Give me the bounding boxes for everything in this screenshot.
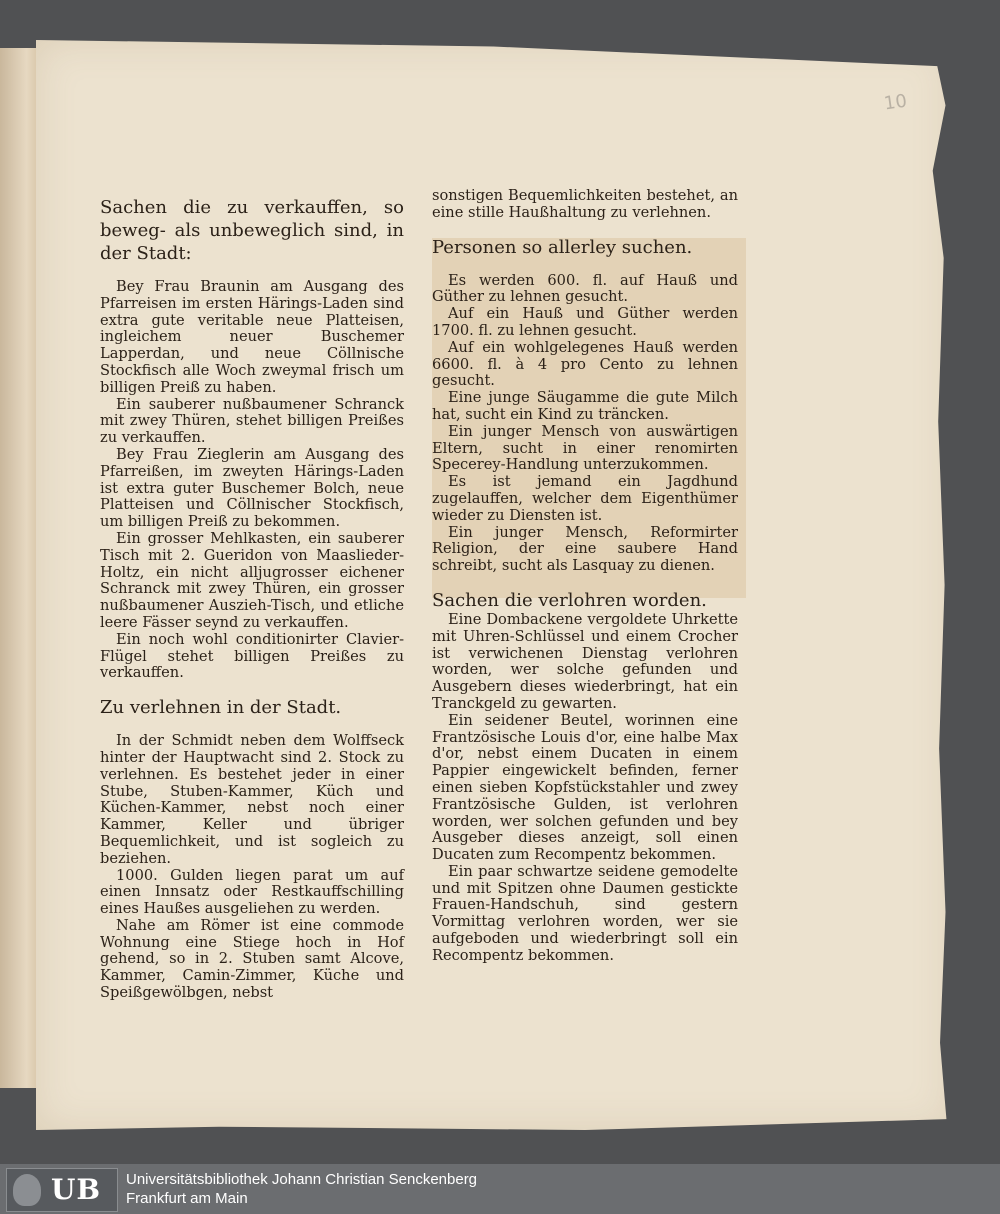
notice-paragraph: Ein paar schwartze seidene gemodelte und mit Spitzen ohne Daumen gestickte Frauen-Handschuh, sind gestern Vormittag verlohren worden, wer sie aufgeboden und wiederbringt soll ein Recompentz bekommen. (432, 862, 738, 964)
section-heading-persons-seeking: Personen so allerley suchen. (432, 236, 693, 258)
notice-paragraph: Ein seidener Beutel, worinnen eine Frantzösische Louis d'or, eine halbe Max d'or, nebst einem Ducaten in einem Pappier eingewickelt befinden, ferner einen sieben Kopfstückstahler und zwey Frantzösische Gulden, ist verlohren worden, wer solchen gefunden und bey Ausgeber dieses anzeigt, soll einen Ducaten zum Recompentz bekommen. (432, 711, 738, 864)
notice-paragraph: Es werden 600. fl. auf Hauß und Güther zu lehnen gesucht. (432, 271, 738, 306)
right-column (432, 188, 738, 965)
notice-paragraph: 1000. Gulden liegen parat um auf einen Innsatz oder Restkauffschilling eines Haußes ausgeliehen zu werden. (100, 866, 404, 918)
notice-paragraph: In der Schmidt neben dem Wolffseck hinter der Hauptwacht sind 2. Stock zu verlehnen. Es bestehet jeder in einer Stube, Stuben-Kammer, Küch und Küchen-Kammer, nebst noch einer Kammer, Keller und übriger Bequemlichkeit, und ist sogleich zu beziehen. (100, 732, 404, 867)
notice-paragraph: Auf ein Hauß und Güther werden 1700. fl. zu lehnen gesucht. (432, 305, 738, 339)
logo-text: UB (51, 1173, 102, 1206)
notice-paragraph: Ein noch wohl conditionirter Clavier-Flügel stehet billigen Preißes zu verkauffen. (100, 630, 404, 682)
page-number-mark: 10 (882, 90, 909, 115)
adjacent-page-edge (0, 48, 39, 1088)
notice-paragraph: Eine junge Säugamme die gute Milch hat, sucht ein Kind zu träncken. (432, 389, 738, 423)
notice-paragraph: Ein junger Mensch, Reformirter Religion, der eine saubere Hand schreibt, sucht als Lasquay zu dienen. (432, 523, 738, 575)
notice-paragraph: Es ist jemand ein Jagdhund zugelauffen, welcher dem Eigenthümer wieder zu Diensten ist. (432, 473, 738, 524)
left-column (100, 196, 404, 1002)
section-heading-to-let: Zu verlehnen in der Stadt. (100, 697, 342, 719)
notice-paragraph: Eine Dombackene vergoldete Uhrkette mit Uhren-Schlüssel und einem Crocher ist verwichenen Dienstag verlohren worden, wer solche gefunden und Ausgebern dieses wiederbringt, hat ein Tranckgeld zu gewarten. (432, 610, 738, 712)
notice-paragraph: Auf ein wohlgelegenes Hauß werden 6600. fl. à 4 pro Cento zu lehnen gesucht. (432, 338, 738, 390)
institution-city: Frankfurt am Main (126, 1190, 248, 1207)
section-heading-for-sale: Sachen die zu verkauffen, so beweg- als unbeweglich sind, in der Stadt: (100, 197, 404, 264)
ub-logo[interactable] (6, 1168, 118, 1212)
library-footer-bar (0, 1164, 1000, 1214)
notice-paragraph: Ein sauberer nußbaumener Schranck mit zwey Thüren, stehet billigen Preißes zu verkauffen. (100, 395, 404, 447)
notice-paragraph: Ein grosser Mehlkasten, ein sauberer Tisch mit 2. Gueridon von Maaslieder-Holtz, ein nicht alljugrosser eichener Schranck mit zwey Thüren, ein grosser nußbaumener Auszieh-Tisch, und etliche leere Fässer seynd zu verkauffen. (100, 529, 404, 631)
notice-paragraph: Bey Frau Zieglerin am Ausgang des Pfarreißen, im zweyten Härings-Laden ist extra guter Buschemer Bolch, neue Platteisen und Cöllnischer Stockfisch, um billigen Preiß zu bekommen. (100, 445, 404, 531)
notice-paragraph: Ein junger Mensch von auswärtigen Eltern, sucht in einer renomirten Specerey-Handlung unterzukommen. (432, 422, 738, 474)
section-heading-lost-items: Sachen die verlohren worden. (432, 589, 707, 611)
institution-name: Universitätsbibliothek Johann Christian Senckenberg (126, 1171, 478, 1188)
continued-paragraph: sonstigen Bequemlichkeiten bestehet, an eine stille Haußhaltung zu verlehnen. (432, 187, 738, 221)
senckenberg-portrait-icon (13, 1174, 41, 1206)
notice-paragraph: Nahe am Römer ist eine commode Wohnung eine Stiege hoch in Hof gehend, so in 2. Stuben samt Alcove, Kammer, Camin-Zimmer, Küche und Speißgewölbgen, nebst (100, 916, 404, 1002)
notice-paragraph: Bey Frau Braunin am Ausgang des Pfarreisen im ersten Härings-Laden sind extra gute veritable neue Platteisen, ingleichem neuer Buschemer Lapperdan, und neue Cöllnische Stockfisch alle Woch zweymal frisch um billigen Preiß zu haben. (100, 278, 404, 396)
